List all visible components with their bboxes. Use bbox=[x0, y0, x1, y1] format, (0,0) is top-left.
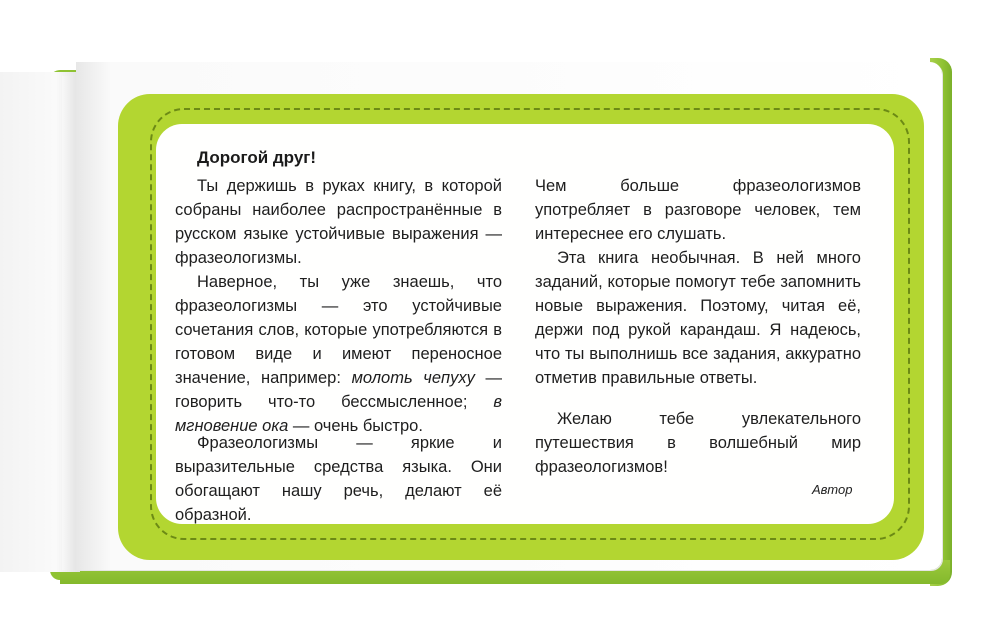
letter-heading: Дорогой друг! bbox=[197, 148, 317, 167]
signature: Автор bbox=[812, 482, 853, 497]
idiom-example-2: в мгновение ока bbox=[175, 393, 502, 435]
left-paragraph-1: Ты держишь в руках книгу, в которой собраны наиболее распространённые в русском языке устойчивые выражения — фразеологизмы. bbox=[175, 177, 502, 267]
right-paragraph-2: Эта книга необычная. В ней много заданий, которые помогут тебе запомнить новые выражения. Поэтому, читая её, держи под рукой карандаш. Я надеюсь, что ты выполнишь все задания, аккуратно отметив правильные ответы. bbox=[535, 249, 861, 387]
idiom-meaning-2: — очень быстро. bbox=[288, 417, 423, 435]
left-paragraph-3: Фразеологизмы — яркие и выразительные средства языка. Они обогащают нашу речь, делают её образной. bbox=[175, 434, 502, 524]
idiom-meaning-1: — говорить что-то бессмысленное; bbox=[175, 369, 502, 411]
right-paragraph-1: Чем больше фразеологизмов употребляет в разговоре человек, тем интереснее его слушать. bbox=[535, 177, 861, 243]
idiom-example-1: молоть чепуху bbox=[351, 369, 475, 387]
left-paragraph-2-text: Наверное, ты уже знаешь, что фразеологизмы — это устойчивые сочетания слов, которые употребляются в готовом виде и имеют переносное значение, например: bbox=[175, 273, 502, 387]
left-paragraph-2 bbox=[175, 270, 502, 438]
right-paragraph-3: Желаю тебе увлекательного путешествия в волшебный мир фразеологизмов! bbox=[535, 410, 861, 476]
